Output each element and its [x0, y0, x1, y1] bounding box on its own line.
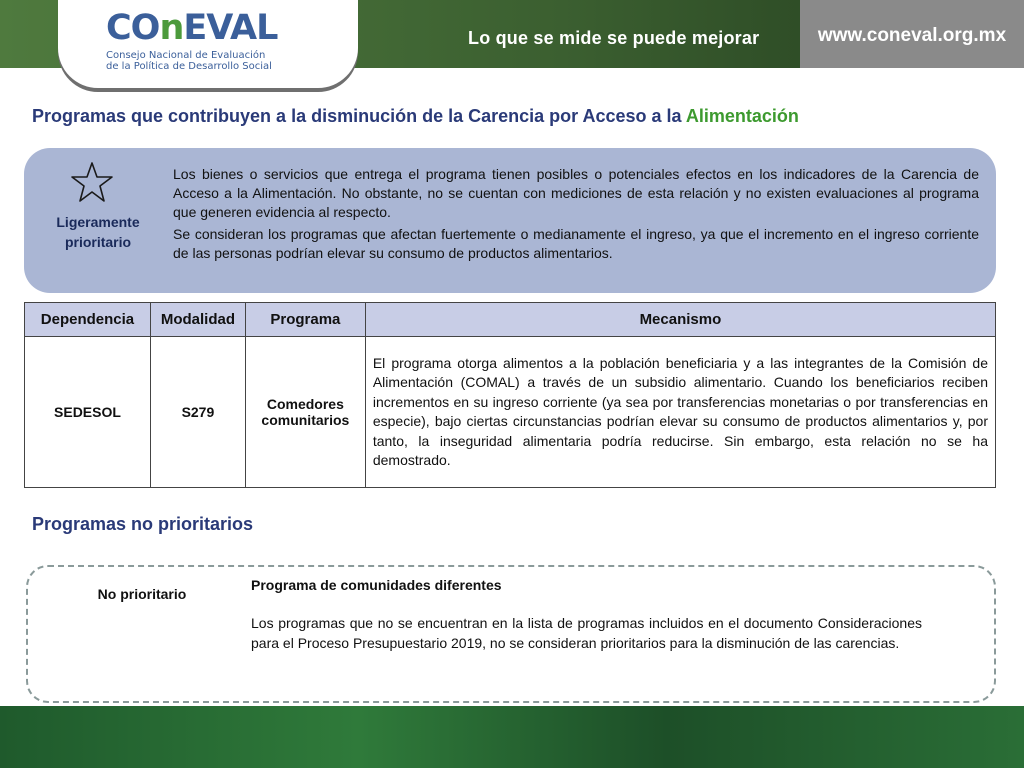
star-icon: [70, 160, 114, 204]
cell-dependencia: SEDESOL: [25, 337, 151, 488]
header-mecanismo: Mecanismo: [365, 303, 995, 337]
page-title-accent: Alimentación: [685, 106, 799, 126]
priority-description: [173, 165, 979, 266]
priority-paragraph-2: Se consideran los programas que afectan fuertemente o medianamente el ingreso, ya que el incremento en el ingreso corriente de las personas podrían elevar su consumo de productos alimentarios.: [173, 226, 979, 261]
priority-paragraph-1: Los bienes o servicios que entrega el programa tienen posibles o potenciales efectos en los indicadores de la Carencia de Acceso a la Alimentación. No obstante, no se cuentan con mediciones de esta relación y no existen evaluaciones al programa que generen evidencia al respecto.: [173, 166, 979, 220]
no-priority-label: No prioritario: [97, 586, 187, 602]
no-priority-title: Programa de comunidades diferentes: [251, 577, 502, 593]
slogan: Lo que se mide se puede mejorar: [468, 28, 760, 48]
coneval-logo: [106, 8, 277, 48]
logo-subtitle-line-1: Consejo Nacional de Evaluación: [106, 50, 266, 61]
website-url[interactable]: www.coneval.org.mx: [817, 25, 1007, 46]
page-title-main: Programas que contribuyen a la disminución de la Carencia por Acceso a la: [32, 106, 682, 126]
cell-mecanismo: El programa otorga alimentos a la población beneficiaria y a las integrantes de la Comisión de Alimentación (COMAL) a través de un subsidio alimentario. Cuando los beneficiarios reciben incrementos en su ingreso corriente (ya sea por transferencias monetarias o por transferencias en especie), bajo ciertas circunstancias podrían elevar su consumo de productos alimentarios y, por tanto, la inseguridad alimentaria podría reducirse. Sin embargo, esta relación no se ha demostrado.: [365, 337, 995, 488]
logo-subtitle-line-2: de la Política de Desarrollo Social: [106, 61, 272, 72]
priority-level-line-2: prioritario: [64, 234, 132, 250]
priority-level-label: [44, 212, 152, 252]
logo-part-b: n: [159, 8, 184, 48]
header-modalidad: Modalidad: [150, 303, 245, 337]
section-heading-no-priority: Programas no prioritarios: [32, 514, 254, 534]
priority-level-line-1: Ligeramente: [56, 214, 140, 230]
logo-subtitle: [106, 50, 272, 72]
logo-part-a: CO: [106, 8, 160, 48]
table-header-row: [25, 303, 996, 337]
header-dependencia: Dependencia: [25, 303, 151, 337]
page-title: [32, 106, 799, 127]
cell-modalidad: S279: [150, 337, 245, 488]
logo-part-c: EVAL: [183, 8, 278, 48]
header-programa: Programa: [245, 303, 365, 337]
footer-bar: [0, 706, 1024, 768]
no-priority-text: Los programas que no se encuentran en la lista de programas incluidos en el documento Consideraciones para el Proceso Presupuestario 2019, no se consideran prioritarios para la disminución de las carencias.: [251, 615, 922, 651]
programs-table: [24, 302, 996, 488]
table-row: [25, 337, 996, 488]
cell-programa: Comedores comunitarios: [245, 337, 365, 488]
